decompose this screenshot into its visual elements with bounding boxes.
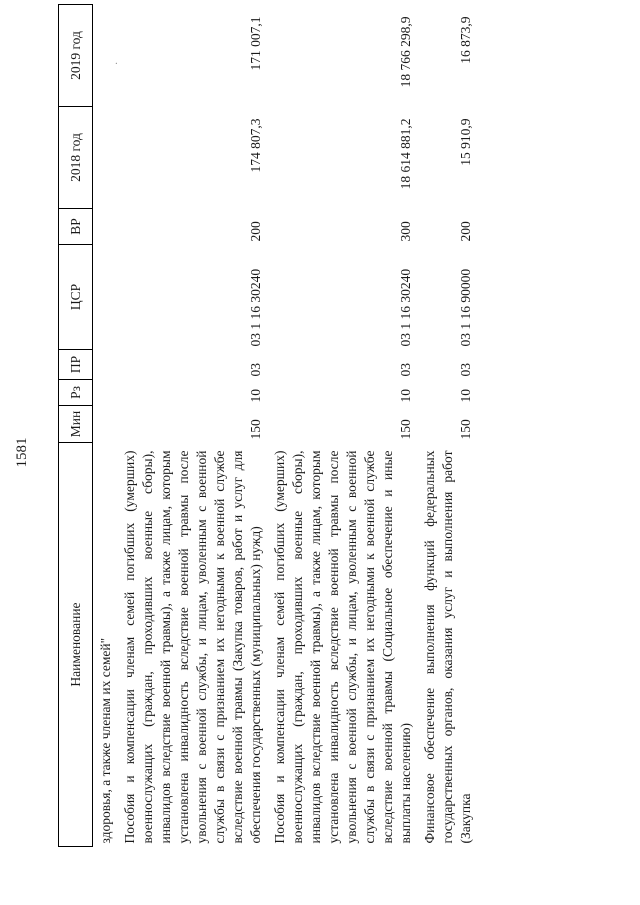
row-rz: 10	[458, 389, 473, 403]
row-csr: 03 1 16 30240	[398, 268, 413, 347]
row-name: Пособия и компенсации членам семей погибших (умерших) военнослужащих (граждан, проходивших военные сборы), инвалидов вследствие военной травмы), а также лицам, которым установлена инвалидность вследствие военной травмы после увольнения с военной службы, и лицам, уволенным с военной службы в связи с признанием их негодными к военной службе вследствие военной травмы (Закупка товаров, работ и услуг для обеспечения государственных (муниципальных) нужд)	[122, 450, 263, 844]
margin-mark: ·	[112, 61, 123, 65]
row-pr: 03	[398, 363, 413, 377]
row-min: 150	[248, 419, 263, 440]
row-pr: 03	[458, 363, 473, 377]
row-name: Пособия и компенсации членам семей погибших (умерших) военнослужащих (граждан, проходивших военные сборы), инвалидов вследствие военной травмы), а также лицам, которым установлена инвалидность вследствие военной травмы после увольнения с военной службы, и лицам, уволенным с военной службы в связи с признанием их негодными к военной службе вследствие военной травмы (Социальное обеспечение и иные выплаты населению)	[272, 450, 413, 844]
row-csr: 03 1 16 90000	[458, 268, 473, 347]
row-csr: 03 1 16 30240	[248, 268, 263, 347]
row-amount-2018: 174 807,3	[248, 118, 263, 173]
row-pr: 03	[248, 363, 263, 377]
page-number: 1581	[14, 437, 30, 468]
continuation-text: здоровья, а также членам их семей"	[98, 637, 113, 844]
column-header-2018: 2018 год	[59, 107, 93, 209]
column-header-pr: ПР	[59, 350, 93, 380]
table-row	[415, 5, 475, 847]
column-header-min: Мин	[59, 406, 93, 443]
row-amount-2019: 18 766 298,9	[398, 16, 413, 88]
column-header-rz: Рз	[59, 380, 93, 406]
continuation-row	[93, 5, 116, 847]
budget-table	[58, 4, 475, 847]
row-name: Финансовое обеспечение выполнения функций федеральных государственных органов, оказания услуг и выполнения работ (Закупка	[422, 450, 473, 844]
row-amount-2018: 15 910,9	[458, 118, 473, 166]
column-header-2019: 2019 год	[59, 5, 93, 107]
row-min: 150	[458, 419, 473, 440]
table-row	[265, 5, 415, 847]
row-amount-2019: 16 873,9	[458, 16, 473, 64]
column-header-csr: ЦСР	[59, 245, 93, 350]
row-vr: 200	[248, 221, 263, 242]
column-header-vr: ВР	[59, 209, 93, 245]
row-vr: 300	[398, 221, 413, 242]
row-min: 150	[398, 419, 413, 440]
column-header-name: Наименование	[59, 443, 93, 847]
row-amount-2019: 171 007,1	[248, 16, 263, 71]
row-vr: 200	[458, 221, 473, 242]
table-header-row	[59, 5, 93, 847]
row-amount-2018: 18 614 881,2	[398, 118, 413, 190]
table-row	[115, 5, 265, 847]
row-rz: 10	[398, 389, 413, 403]
row-rz: 10	[248, 389, 263, 403]
